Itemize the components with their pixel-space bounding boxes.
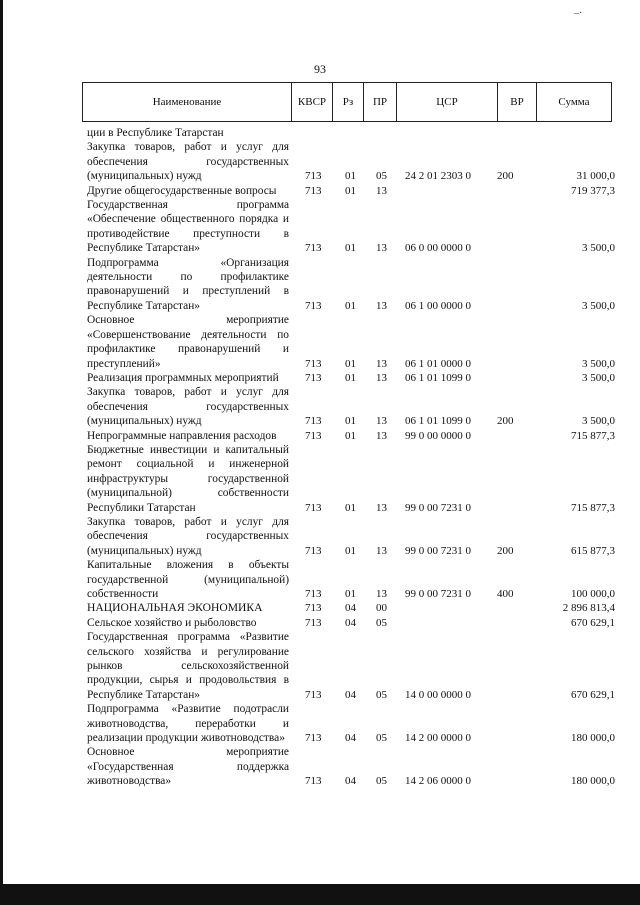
- row-pr: 13: [376, 184, 387, 197]
- row-pr: 05: [376, 616, 387, 629]
- row-vr: 200: [497, 170, 514, 183]
- row-kvsr: 713: [305, 299, 322, 312]
- table-row: [87, 616, 617, 630]
- row-sum: 180 000,0: [571, 775, 615, 788]
- row-kvsr: 713: [305, 775, 322, 788]
- row-pr: 13: [376, 242, 387, 255]
- row-name: Реализация программных мероприятий: [87, 371, 279, 384]
- row-sum: 2 896 813,4: [562, 602, 615, 615]
- header-rz: Рз: [333, 83, 364, 121]
- row-pr: 05: [376, 688, 387, 701]
- table-row: [87, 558, 617, 601]
- row-kvsr: 713: [305, 602, 322, 615]
- row-vr: 400: [497, 588, 514, 600]
- scan-left-border: [0, 0, 3, 905]
- row-name: Непрограммные направления расходов: [87, 429, 277, 442]
- row-rz: 01: [345, 501, 356, 514]
- table-row: [87, 385, 617, 428]
- table-row: [87, 443, 617, 515]
- row-rz: 01: [345, 588, 356, 600]
- row-name: Подпрограмма «Организация деятельности по профилактике правонарушений и преступлений в Республике Татарстан»: [87, 256, 289, 312]
- row-sum: 3 500,0: [582, 371, 615, 384]
- row-name: Государственная программа «Обеспечение общественного порядка и противодействие преступности в Республике Татарстан»: [87, 199, 289, 255]
- table-row: [87, 630, 617, 702]
- row-kvsr: 713: [305, 415, 322, 428]
- page-number: 93: [314, 62, 326, 76]
- row-rz: 01: [345, 371, 356, 384]
- row-kvsr: 713: [305, 242, 322, 255]
- row-kvsr: 713: [305, 357, 322, 370]
- table-row: [87, 256, 617, 314]
- row-rz: 01: [345, 357, 356, 370]
- row-sum: 3 500,0: [582, 242, 615, 255]
- row-sum: 615 877,3: [571, 544, 615, 557]
- row-sum: 670 629,1: [571, 688, 615, 701]
- row-sum: 100 000,0: [571, 588, 615, 600]
- row-pr: 05: [376, 732, 387, 745]
- row-name: НАЦИОНАЛЬНАЯ ЭКОНОМИКА: [87, 601, 263, 615]
- table-row: [87, 140, 617, 183]
- row-sum: 719 377,3: [571, 184, 615, 197]
- table-row: [87, 371, 617, 385]
- row-rz: 01: [345, 184, 356, 197]
- table-row: [87, 313, 617, 371]
- row-csr: 99 0 00 7231 0: [405, 588, 471, 600]
- row-csr: 99 0 00 0000 0: [405, 429, 471, 442]
- row-csr: 06 1 00 0000 0: [405, 299, 471, 312]
- row-name: Сельское хозяйство и рыболовство: [87, 616, 257, 629]
- row-csr: 14 2 06 0000 0: [405, 775, 471, 788]
- row-name: Закупка товаров, работ и услуг для обеспечения государственных (муниципальных) нужд: [87, 141, 289, 183]
- row-pr: 13: [376, 357, 387, 370]
- row-pr: 00: [376, 602, 387, 615]
- row-sum: 3 500,0: [582, 415, 615, 428]
- header-pr: ПР: [364, 83, 397, 121]
- row-csr: 14 0 00 0000 0: [405, 688, 471, 701]
- table-row: [87, 745, 617, 788]
- row-csr: 06 1 01 0000 0: [405, 357, 471, 370]
- row-pr: 13: [376, 501, 387, 514]
- table-row: [87, 126, 617, 140]
- row-rz: 04: [345, 775, 356, 788]
- row-kvsr: 713: [305, 544, 322, 557]
- table-row: [87, 702, 617, 745]
- scan-mark: –·: [574, 8, 583, 19]
- row-sum: 3 500,0: [582, 299, 615, 312]
- table-row: [87, 601, 617, 615]
- row-kvsr: 713: [305, 501, 322, 514]
- row-kvsr: 713: [305, 170, 322, 183]
- row-csr: 06 0 00 0000 0: [405, 242, 471, 255]
- row-kvsr: 713: [305, 429, 322, 442]
- row-sum: 180 000,0: [571, 732, 615, 745]
- row-sum: 670 629,1: [571, 616, 615, 629]
- row-csr: 06 1 01 1099 0: [405, 415, 471, 428]
- table-row: [87, 515, 617, 558]
- row-name: Подпрограмма «Развитие подотрасли животноводства, переработки и реализации продукции животноводства»: [87, 703, 289, 745]
- row-sum: 715 877,3: [571, 501, 615, 514]
- table-row: [87, 198, 617, 256]
- header-vr: ВР: [498, 83, 537, 121]
- row-sum: 3 500,0: [582, 357, 615, 370]
- row-kvsr: 713: [305, 184, 322, 197]
- row-name: Бюджетные инвестиции и капитальный ремонт социальной и инженерной инфраструктуры государственной (муниципальной) собственности Республики Татарстан: [87, 443, 289, 514]
- row-sum: 715 877,3: [571, 429, 615, 442]
- header-name: Наименование: [83, 83, 292, 121]
- row-rz: 01: [345, 544, 356, 557]
- row-name: Другие общегосударственные вопросы: [87, 184, 277, 197]
- row-csr: 14 2 00 0000 0: [405, 732, 471, 745]
- row-csr: 24 2 01 2303 0: [405, 170, 471, 183]
- row-csr: 99 0 00 7231 0: [405, 544, 471, 557]
- row-rz: 04: [345, 732, 356, 745]
- table-header: [82, 82, 612, 122]
- row-kvsr: 713: [305, 616, 322, 629]
- row-name: Основное мероприятие «Совершенствование деятельности по профилактике правонарушений и преступлений»: [87, 314, 289, 370]
- scan-bottom-border: [0, 884, 640, 905]
- row-sum: 31 000,0: [576, 170, 615, 183]
- row-name: Закупка товаров, работ и услуг для обеспечения государственных (муниципальных) нужд: [87, 515, 289, 557]
- row-pr: 13: [376, 299, 387, 312]
- row-pr: 13: [376, 544, 387, 557]
- row-rz: 01: [345, 170, 356, 183]
- budget-table-body: [87, 126, 617, 789]
- header-sum: Сумма: [558, 96, 590, 108]
- row-kvsr: 713: [305, 688, 322, 701]
- row-name: Государственная программа «Развитие сельского хозяйства и регулирование рынков сельскохозяйственной продукции, сырья и продовольствия в Республике Татарстан»: [87, 631, 289, 701]
- row-pr: 13: [376, 371, 387, 384]
- row-rz: 01: [345, 429, 356, 442]
- row-vr: 200: [497, 544, 514, 557]
- row-rz: 01: [345, 299, 356, 312]
- row-pr: 13: [376, 429, 387, 442]
- row-pr: 05: [376, 170, 387, 183]
- row-name: Закупка товаров, работ и услуг для обеспечения государственных (муниципальных) нужд: [87, 386, 289, 428]
- row-name: Капитальные вложения в объекты государственной (муниципальной) собственности: [87, 559, 289, 600]
- row-pr: 13: [376, 415, 387, 428]
- row-name: Основное мероприятие «Государственная поддержка животноводства»: [87, 746, 289, 788]
- row-rz: 04: [345, 602, 356, 615]
- row-name: ции в Республике Татарстан: [87, 127, 224, 139]
- table-row: [87, 184, 617, 198]
- row-rz: 04: [345, 688, 356, 701]
- row-csr: 99 0 00 7231 0: [405, 501, 471, 514]
- row-rz: 04: [345, 616, 356, 629]
- row-pr: 05: [376, 775, 387, 788]
- row-rz: 01: [345, 415, 356, 428]
- table-row: [87, 429, 617, 443]
- header-kvsr: КВСР: [292, 83, 333, 121]
- row-rz: 01: [345, 242, 356, 255]
- row-kvsr: 713: [305, 371, 322, 384]
- row-kvsr: 713: [305, 588, 322, 600]
- row-csr: 06 1 01 1099 0: [405, 371, 471, 384]
- row-kvsr: 713: [305, 732, 322, 745]
- row-vr: 200: [497, 415, 514, 428]
- header-csr: ЦСР: [397, 83, 498, 121]
- row-pr: 13: [376, 588, 387, 600]
